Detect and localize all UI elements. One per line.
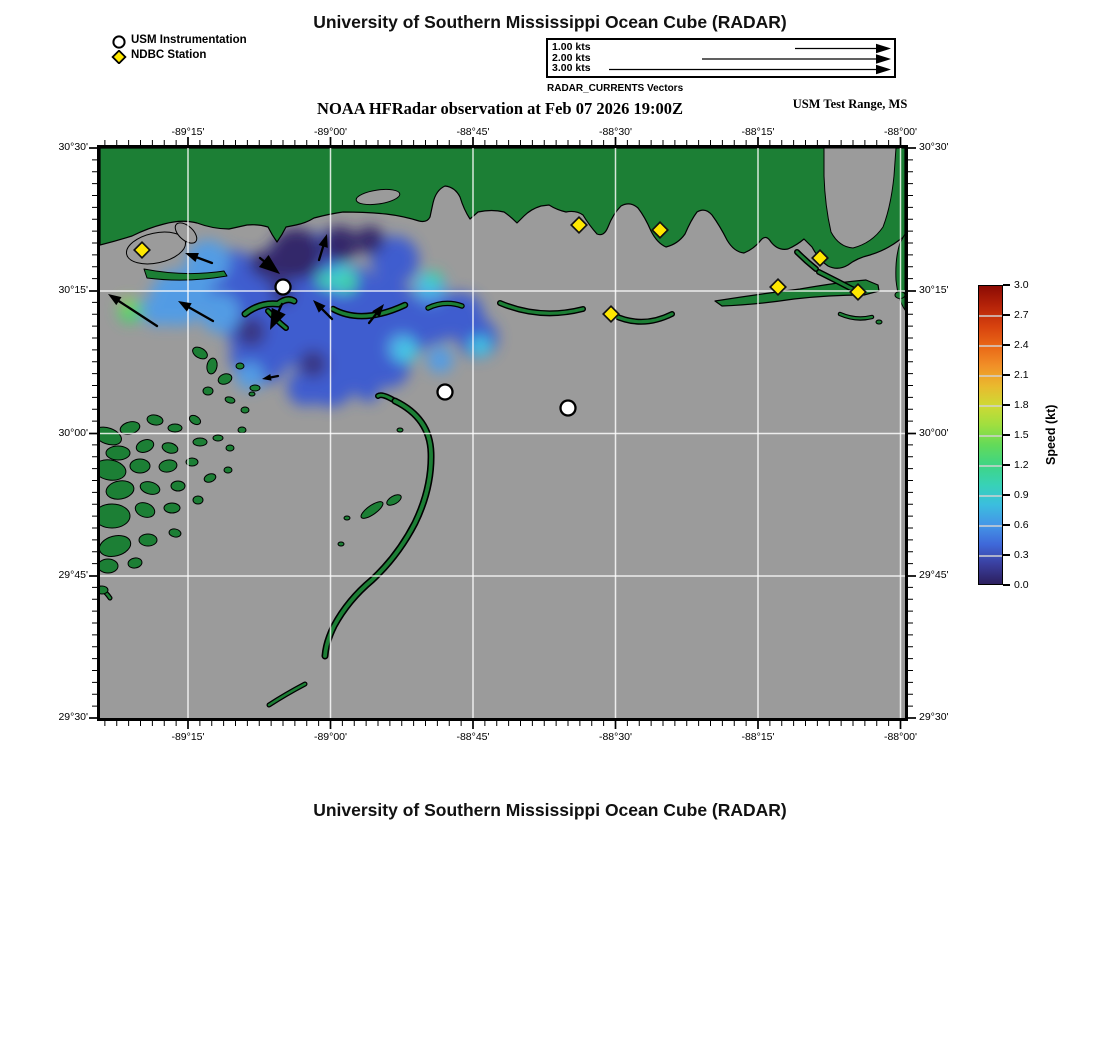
region-label: USM Test Range, MS: [792, 97, 908, 111]
colorbar-tick-label: 1.2: [1014, 458, 1029, 471]
colorbar-tick-mark: [1003, 434, 1010, 436]
scale-row-label: 2.00 kts: [552, 51, 591, 64]
vector-scale-arrows: [548, 40, 893, 76]
colorbar-tick-label: 0.3: [1014, 548, 1029, 561]
ndbc-diamond-icon: [108, 50, 130, 63]
x-axis-label-bottom: -88°45': [456, 731, 490, 743]
scale-row-label: 1.00 kts: [552, 41, 591, 53]
colorbar-tick-label: 3.0: [1014, 278, 1029, 291]
observation-subtitle: NOAA HFRadar observation at Feb 07 2026 19:00Z: [317, 99, 683, 118]
colorbar-tick-label: 1.5: [1014, 428, 1029, 441]
colorbar: [978, 285, 1003, 585]
x-axis-label-bottom: -88°15': [741, 731, 775, 743]
colorbar-tick-mark: [1003, 494, 1010, 496]
legend-ndbc-label: NDBC Station: [131, 48, 207, 61]
colorbar-title: Speed (kt): [1044, 404, 1058, 466]
colorbar-tick-mark: [1003, 524, 1010, 526]
y-axis-label-left: 30°00': [58, 426, 88, 439]
colorbar-grid-line: [979, 435, 1002, 437]
colorbar-tick-mark: [1003, 404, 1010, 406]
vector-scale-box: [546, 38, 896, 78]
colorbar-tick-mark: [1003, 314, 1010, 316]
colorbar-tick-label: 2.7: [1014, 308, 1029, 321]
y-axis-label-left: 30°30': [58, 141, 88, 153]
y-axis-label-right: 29°45': [919, 569, 949, 581]
colorbar-tick-label: 0.9: [1014, 488, 1029, 501]
x-axis-label-bottom: -88°30': [598, 731, 633, 743]
colorbar-tick-label: 0.0: [1014, 578, 1029, 591]
colorbar-tick-label: 2.4: [1014, 338, 1029, 351]
colorbar-tick-mark: [1003, 584, 1010, 586]
colorbar-tick-mark: [1003, 344, 1010, 346]
colorbar-grid-line: [979, 555, 1002, 557]
bottom-page-title: University of Southern Mississippi Ocean Cube (RADAR): [313, 800, 787, 820]
y-axis-label-left: 30°15': [58, 284, 88, 296]
y-axis-label-right: 30°00': [919, 426, 949, 439]
colorbar-tick-mark: [1003, 374, 1010, 376]
y-axis-label-left: 29°45': [58, 569, 88, 581]
colorbar-grid-line: [979, 375, 1002, 377]
x-axis-label-top: -89°00': [313, 126, 348, 138]
y-axis-label-left: 29°30': [58, 711, 88, 723]
map-plot-area: [97, 145, 908, 721]
usm-circle-icon: [108, 35, 130, 48]
vector-scale-caption: RADAR_CURRENTS Vectors: [547, 83, 684, 94]
colorbar-tick-label: 0.6: [1014, 518, 1029, 531]
colorbar-grid-line: [979, 405, 1002, 407]
colorbar-tick-label: 1.8: [1014, 398, 1029, 411]
y-axis-label-right: 30°30': [919, 141, 949, 153]
x-axis-label-top: -88°30': [598, 126, 633, 138]
x-axis-label-top: -89°15': [171, 126, 205, 138]
x-axis-label-top: -88°15': [741, 126, 775, 138]
scale-arrow-head: [876, 44, 891, 54]
scale-arrow-head: [876, 54, 891, 64]
colorbar-grid-line: [979, 525, 1002, 527]
colorbar-tick-mark: [1003, 284, 1010, 286]
legend-usm-label: USM Instrumentation: [131, 34, 247, 46]
colorbar-grid-line: [979, 495, 1002, 497]
axis-ticks: [100, 148, 905, 718]
y-axis-label-right: 30°15': [919, 284, 949, 296]
colorbar-grid-line: [979, 465, 1002, 467]
colorbar-tick-label: 2.1: [1014, 368, 1029, 381]
x-axis-label-bottom: -89°15': [171, 731, 205, 743]
colorbar-grid-line: [979, 315, 1002, 317]
x-axis-label-top: -88°00': [883, 126, 918, 138]
x-axis-label-bottom: -89°00': [313, 731, 348, 743]
scale-row-label: 3.00 kts: [552, 62, 591, 74]
y-axis-label-right: 29°30': [919, 711, 949, 723]
x-axis-label-bottom: -88°00': [883, 731, 918, 743]
page-title: University of Southern Mississippi Ocean Cube (RADAR): [313, 12, 787, 32]
colorbar-tick-mark: [1003, 554, 1010, 556]
x-axis-label-top: -88°45': [456, 126, 490, 138]
colorbar-tick-mark: [1003, 464, 1010, 466]
colorbar-grid-line: [979, 345, 1002, 347]
scale-arrow-head: [876, 65, 891, 75]
